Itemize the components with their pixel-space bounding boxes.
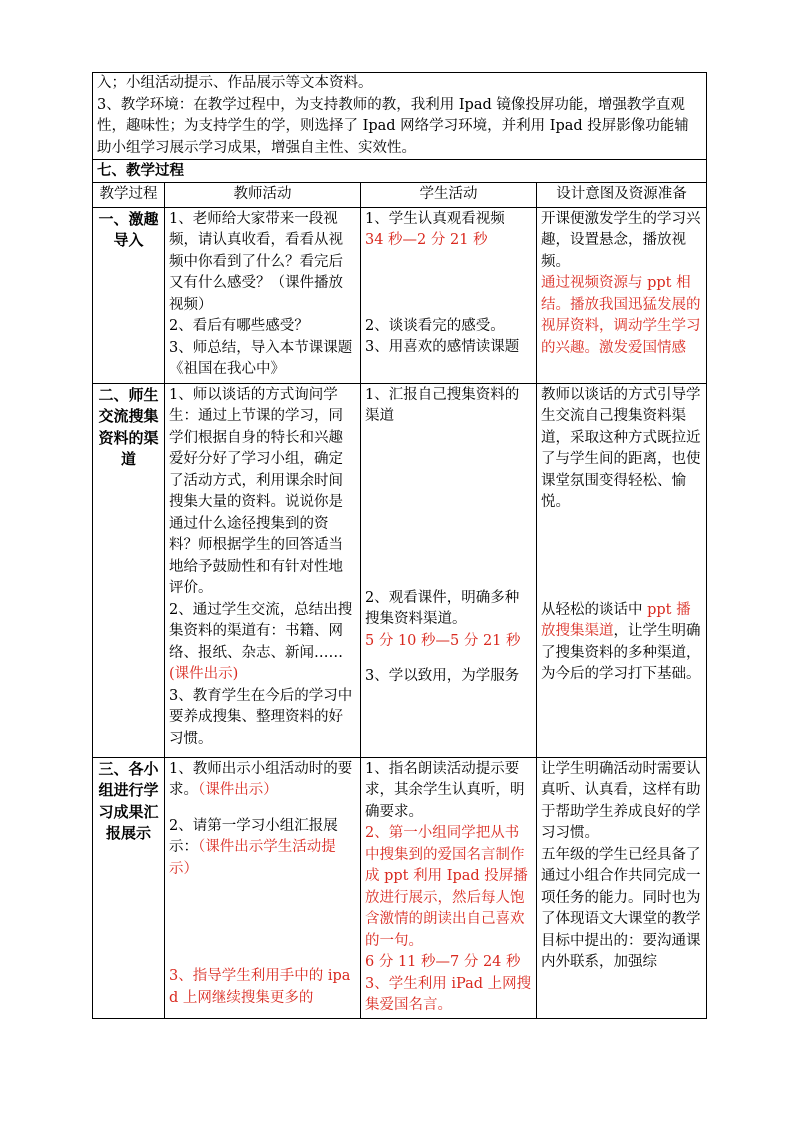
teacher-cell <box>165 757 361 1018</box>
teacher-step: 3、师总结，导入本节课课题《祖国在我心中》 <box>169 339 353 377</box>
teacher-step: 1、师以谈话的方式询问学生：通过上节课的学习，同学们根据自身的特长和兴趣爱好分好了学习小组，确定了活动方式，利用课余时间搜集大量的资料。说说你是通过什么途径搜集到的资料？师根据学生的回答适当地给予鼓励性和有针对性地评价。 <box>169 386 343 596</box>
teacher-step: 3、指导学生利用手中的 ipad 上网继续搜集更多的 <box>169 968 351 1006</box>
video-timestamp: 34 秒—2 分 21 秒 <box>365 232 488 248</box>
student-step: 1、汇报自己搜集资料的渠道 <box>365 386 520 424</box>
courseware-note: （课件出示） <box>198 782 278 798</box>
student-cell <box>361 207 537 383</box>
student-step: 2、观看课件，明确多种搜集资料渠道。 <box>365 589 520 627</box>
design-text: 让学生明确活动时需要认真听、认真看，这样有助于帮助学生养成良好的学习习惯。 <box>541 760 701 841</box>
student-step: 3、学以致用，为学服务 <box>365 668 520 684</box>
design-resource: ppt 播放搜集渠道 <box>541 601 691 639</box>
design-cell <box>537 757 707 1018</box>
design-text-pre: 从轻松的谈话中 <box>541 601 648 618</box>
header-row <box>93 183 707 208</box>
document-page <box>92 72 706 1019</box>
teacher-cell <box>165 383 361 757</box>
teacher-step: 2、看后有哪些感受？ <box>169 318 309 334</box>
teacher-step: 1、老师给大家带来一段视频，请认真收看，看看从视频中你看到了什么？看完后又有什么感受？（课件播放视频） <box>169 210 343 313</box>
stage-cell: 三、各小组进行学习成果汇报展示 <box>93 757 165 1018</box>
design-cell <box>537 383 707 757</box>
resource-text <box>93 73 707 160</box>
resource-row <box>93 73 707 160</box>
teacher-step-text: 2、通过学生交流，总结出搜集资料的渠道有：书籍、网络、报纸、杂志、新闻…… <box>169 601 353 661</box>
environment-paragraph: 3、教学环境：在教学过程中，为支持教师的教，我利用 Ipad 镜像投屏功能，增强教学直观性，趣味性；为支持学生的学，则选择了 Ipad 网络学习环境，并利用 Ipad 投屏影像功能辅助小组学习展示学习成果，增强自主性、实效性。 <box>97 96 689 156</box>
table-row <box>93 207 707 383</box>
lesson-plan-table <box>92 72 707 1019</box>
header-student: 学生活动 <box>361 183 537 208</box>
teacher-step: 3、教育学生在今后的学习中要养成搜集、整理资料的好习惯。 <box>169 687 353 747</box>
student-step: 1、指名朗读活动提示要求，其余学生认真听，明确要求。 <box>365 760 525 820</box>
courseware-note: (课件出示) <box>169 666 239 682</box>
design-resource: 通过视频资源与 ppt 相结。播放我国迅猛发展的视屏资料，调动学生学习的兴趣。激发爱国情感 <box>541 275 701 356</box>
stage-cell: 一、激趣导入 <box>93 207 165 383</box>
video-timestamp: 6 分 11 秒—7 分 24 秒 <box>365 954 521 970</box>
video-timestamp: 5 分 10 秒—5 分 21 秒 <box>365 632 521 649</box>
design-text-post: ，让学生明确了搜集资料的多种渠道，为今后的学习打下基础。 <box>541 623 701 682</box>
design-cell <box>537 207 707 383</box>
student-step: 1、学生认真观看视频 <box>365 210 505 227</box>
student-step: 3、用喜欢的感情读课题 <box>365 339 520 355</box>
section-row <box>93 160 707 183</box>
section-title: 七、教学过程 <box>93 160 707 183</box>
teacher-step <box>169 600 356 686</box>
design-text <box>541 600 702 686</box>
teacher-cell <box>165 207 361 383</box>
student-step: 2、第一小组同学把从书中搜集到的爱国名言制作成 ppt 利用 Ipad 投屏播放进行展示，然后每人饱含激情的朗读出自己喜欢的一句。 <box>365 825 528 949</box>
courseware-note: （课件出示学生活动提示） <box>169 839 336 877</box>
teacher-step <box>169 816 356 881</box>
design-text: 教师以谈话的方式引导学生交流自己搜集资料渠道，采取这种方式既拉近了与学生间的距离，也使课堂氛围变得轻松、愉悦。 <box>541 386 701 510</box>
teacher-step-text: 1、教师出示小组活动时的要求。 <box>169 760 353 798</box>
design-text: 五年级的学生已经具备了通过小组合作共同完成一项任务的能力。同时也为了体现语文大课堂的教学目标中提出的：要沟通课内外联系，加强综 <box>541 846 701 970</box>
teacher-step-text: 2、请第一学习小组汇报展示： <box>169 817 338 855</box>
student-cell <box>361 383 537 757</box>
table-row <box>93 383 707 757</box>
design-text: 开课便激发学生的学习兴趣，设置悬念，播放视频。 <box>541 210 701 270</box>
table-row <box>93 757 707 1018</box>
student-step: 2、谈谈看完的感受。 <box>365 317 505 334</box>
teacher-step <box>169 759 356 802</box>
header-design: 设计意图及资源准备 <box>537 183 707 208</box>
student-cell <box>361 757 537 1018</box>
student-step: 3、学生利用 iPad 上网搜集爱国名言。 <box>365 975 532 1013</box>
stage-cell: 二、师生交流搜集资料的渠道 <box>93 383 165 757</box>
header-teacher: 教师活动 <box>165 183 361 208</box>
resource-line: 入；小组活动提示、作品展示等文本资料。 <box>97 75 373 91</box>
header-stage: 教学过程 <box>93 183 165 208</box>
